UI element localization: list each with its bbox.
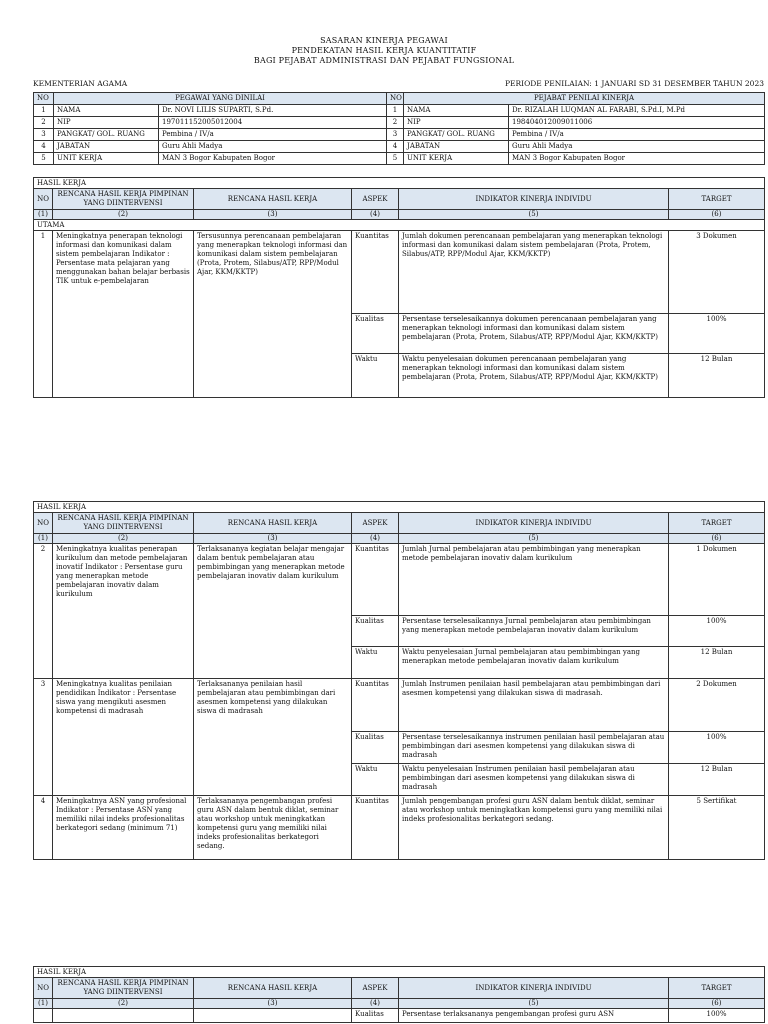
column-number-row [34, 534, 765, 544]
item-rhk-pimpinan-empty [53, 1009, 194, 1023]
item-target: 100% [669, 616, 765, 647]
utama-label: UTAMA [34, 220, 765, 231]
header-target: TARGET [669, 978, 765, 999]
identity-label: PANGKAT/ GOL. RUANG [54, 129, 159, 141]
item-aspek: Kualitas [352, 1009, 399, 1023]
item-indikator: Waktu penyelesaian Jurnal pembelajaran atau pembimbingan yang menerapkan metode pembelajaran inovativ dalam kurikulum [399, 647, 669, 679]
identity-right-value: MAN 3 Bogor Kabupaten Bogor [509, 153, 765, 165]
header-rhk-pimpinan: RENCANA HASIL KERJA PIMPINAN YANG DIINTERVENSI [53, 978, 194, 999]
column-number: (5) [399, 999, 669, 1009]
item-rhk-pimpinan: Meningkatnya ASN yang profesional Indikator : Persentase ASN yang memiliki nilai indeks profesionalitas berkategori sedang (minimum 71) [53, 796, 194, 860]
identity-col-no-left: NO [34, 93, 54, 105]
item-indikator: Jumlah Jurnal pembelajaran atau pembimbingan yang menerapkan metode pembelajaran inovativ dalam kurikulum [399, 544, 669, 616]
identity-left-value: MAN 3 Bogor Kabupaten Bogor [159, 153, 387, 165]
item-target: 1 Dokumen [669, 544, 765, 616]
item-rhk: Tersusunnya perencanaan pembelajaran yang menerapkan teknologi informasi dan komunikasi dalam sistem pembelajaran (Prota, Protem, Silabus/ATP, RPP/Modul Ajar, KKM/KKTP) [194, 231, 352, 398]
identity-label: NAMA [404, 105, 509, 117]
header-indikator: INDIKATOR KINERJA INDIVIDU [399, 978, 669, 999]
identity-no: 5 [387, 153, 404, 165]
item-indikator: Waktu penyelesaian Instrumen penilaian hasil pembelajaran atau pembimbingan dari asesmen kompetensi yang dilakukan siswa di madrasah [399, 764, 669, 796]
identity-label: UNIT KERJA [54, 153, 159, 165]
identity-label: NIP [404, 117, 509, 129]
section-title: HASIL KERJA [34, 178, 765, 189]
item-no-empty [34, 1009, 53, 1023]
table-row [34, 544, 765, 616]
identity-row [34, 153, 765, 165]
doc-title-line1: SASARAN KINERJA PEGAWAI [320, 36, 448, 45]
identity-no: 2 [387, 117, 404, 129]
identity-row [34, 141, 765, 153]
section-title-row [34, 178, 765, 189]
identity-right-value: Pembina / IV/a [509, 129, 765, 141]
section-title-row [34, 967, 765, 978]
item-aspek: Waktu [352, 647, 399, 679]
item-indikator: Waktu penyelesaian dokumen perencanaan pembelajaran yang menerapkan teknologi informasi dan komunikasi dalam sistem pembelajaran (Prota, Protem, Silabus/ATP, RPP/Modul Ajar, KKM/KKTP) [399, 354, 669, 398]
table-row [34, 796, 765, 860]
item-aspek: Waktu [352, 354, 399, 398]
item-target: 100% [669, 1009, 765, 1023]
item-no: 4 [34, 796, 53, 860]
item-rhk: Terlaksananya penilaian hasil pembelajaran atau pembimbingan dari asesmen kompetensi yang dilakukan siswa di madrasah [194, 679, 352, 796]
identity-right-value: 198404012009011006 [509, 117, 765, 129]
column-number: (1) [34, 210, 53, 220]
item-indikator: Jumlah dokumen perencanaan pembelajaran yang menerapkan teknologi informasi dan komunikasi dalam sistem pembelajaran (Prota, Protem, Silabus/ATP, RPP/Modul Ajar, KKM/KKTP) [399, 231, 669, 314]
work-table-1 [33, 177, 765, 398]
column-number: (1) [34, 999, 53, 1009]
identity-left-value: 197011152005012004 [159, 117, 387, 129]
column-number: (2) [53, 999, 194, 1009]
identity-right-value: Dr. RIZALAH LUQMAN AL FARABI, S.Pd.I, M.Pd [509, 105, 765, 117]
identity-label: JABATAN [404, 141, 509, 153]
item-aspek: Kuantitas [352, 544, 399, 616]
column-number: (2) [53, 210, 194, 220]
column-number: (3) [194, 534, 352, 544]
item-no: 1 [34, 231, 53, 398]
identity-no: 5 [34, 153, 54, 165]
column-number: (5) [399, 534, 669, 544]
identity-col-no-right: NO [387, 93, 404, 105]
item-aspek: Waktu [352, 764, 399, 796]
column-number: (3) [194, 999, 352, 1009]
identity-row [34, 117, 765, 129]
item-aspek: Kualitas [352, 732, 399, 764]
identity-table [33, 92, 765, 165]
item-rhk-empty [194, 1009, 352, 1023]
item-target: 5 Sertifikat [669, 796, 765, 860]
work-table-3 [33, 966, 765, 1023]
item-rhk: Terlaksananya pengembangan profesi guru ASN dalam bentuk diklat, seminar atau workshop untuk meningkatkan kompetensi guru yang memiliki nilai indeks profesionalitas berkategori sedang. [194, 796, 352, 860]
work-header-row [34, 978, 765, 999]
utama-row [34, 220, 765, 231]
identity-no: 2 [34, 117, 54, 129]
header-no: NO [34, 978, 53, 999]
section-title: HASIL KERJA [34, 967, 765, 978]
column-number: (3) [194, 210, 352, 220]
identity-label: UNIT KERJA [404, 153, 509, 165]
identity-left-title: PEGAWAI YANG DINILAI [54, 93, 387, 105]
item-rhk: Terlaksananya kegiatan belajar mengajar dalam bentuk pembelajaran atau pembimbingan yang menerapkan metode pembelajaran inovativ dalam kurikulum [194, 544, 352, 679]
column-number: (2) [53, 534, 194, 544]
work-header-row [34, 189, 765, 210]
item-indikator: Persentase terselesaikannya Jurnal pembelajaran atau pembimbingan yang menerapkan metode pembelajaran inovativ dalam kurikulum [399, 616, 669, 647]
identity-no: 4 [387, 141, 404, 153]
header-rhk: RENCANA HASIL KERJA [194, 978, 352, 999]
item-rhk-pimpinan: Meningkatnya kualitas penilaian pendidikan Indikator : Persentase siswa yang mengikuti asesmen kompetensi di madrasah [53, 679, 194, 796]
column-number-row [34, 999, 765, 1009]
item-target: 2 Dokumen [669, 679, 765, 732]
header-indikator: INDIKATOR KINERJA INDIVIDU [399, 513, 669, 534]
header-aspek: ASPEK [352, 513, 399, 534]
header-rhk-pimpinan: RENCANA HASIL KERJA PIMPINAN YANG DIINTERVENSI [53, 189, 194, 210]
identity-left-value: Dr. NOVI LILIS SUPARTI, S.Pd. [159, 105, 387, 117]
table-row [34, 231, 765, 314]
identity-no: 1 [34, 105, 54, 117]
column-number: (4) [352, 999, 399, 1009]
header-no: NO [34, 189, 53, 210]
column-number: (4) [352, 210, 399, 220]
item-indikator: Persentase terlaksananya pengembangan profesi guru ASN [399, 1009, 669, 1023]
column-number: (6) [669, 210, 765, 220]
assessment-period: PERIODE PENILAIAN: 1 JANUARI SD 31 DESEMBER TAHUN 2023 [505, 79, 764, 88]
section-title: HASIL KERJA [34, 502, 765, 513]
doc-title-line3: BAGI PEJABAT ADMINISTRASI DAN PEJABAT FUNGSIONAL [253, 56, 515, 65]
identity-no: 4 [34, 141, 54, 153]
identity-no: 1 [387, 105, 404, 117]
item-indikator: Jumlah Instrumen penilaian hasil pembelajaran atau pembimbingan dari asesmen kompetensi yang dilakukan siswa di madrasah. [399, 679, 669, 732]
item-indikator: Persentase terselesaikannya dokumen perencanaan pembelajaran yang menerapkan teknologi informasi dan komunikasi dalam sistem pembelajaran (Prota, Protem, Silabus/ATP, RPP/Modul Ajar, KKM/KKTP) [399, 314, 669, 354]
item-no: 2 [34, 544, 53, 679]
column-number-row [34, 210, 765, 220]
header-rhk-pimpinan: RENCANA HASIL KERJA PIMPINAN YANG DIINTERVENSI [53, 513, 194, 534]
header-rhk: RENCANA HASIL KERJA [194, 189, 352, 210]
header-indikator: INDIKATOR KINERJA INDIVIDU [399, 189, 669, 210]
agency-name: KEMENTERIAN AGAMA [33, 79, 128, 88]
identity-left-value: Pembina / IV/a [159, 129, 387, 141]
identity-label: JABATAN [54, 141, 159, 153]
work-header-row [34, 513, 765, 534]
identity-left-value: Guru Ahli Madya [159, 141, 387, 153]
column-number: (6) [669, 534, 765, 544]
section-title-row [34, 502, 765, 513]
item-rhk-pimpinan: Meningkatnya kualitas penerapan kurikulum dan metode pembelajaran inovatif Indikator : Persentase guru yang menerapkan metode pembelajaran inovativ dalam kurikulum [53, 544, 194, 679]
work-table-2 [33, 501, 765, 860]
item-rhk-pimpinan: Meningkatnya penerapan teknologi informasi dan komunikasi dalam sistem pembelajaran Indikator : Persentase mata pelajaran yang menggunakan bahan belajar berbasis TIK untuk e-pembelajaran [53, 231, 194, 398]
header-target: TARGET [669, 189, 765, 210]
doc-title-line2: PENDEKATAN HASIL KERJA KUANTITATIF [291, 46, 477, 55]
identity-right-value: Guru Ahli Madya [509, 141, 765, 153]
identity-label: NAMA [54, 105, 159, 117]
identity-no: 3 [34, 129, 54, 141]
column-number: (4) [352, 534, 399, 544]
table-row [34, 1009, 765, 1023]
item-aspek: Kualitas [352, 314, 399, 354]
identity-header-row [34, 93, 765, 105]
identity-row [34, 129, 765, 141]
identity-label: PANGKAT/ GOL. RUANG [404, 129, 509, 141]
item-aspek: Kuantitas [352, 796, 399, 860]
item-target: 12 Bulan [669, 647, 765, 679]
header-aspek: ASPEK [352, 978, 399, 999]
item-aspek: Kuantitas [352, 231, 399, 314]
item-no: 3 [34, 679, 53, 796]
table-row [34, 679, 765, 732]
header-no: NO [34, 513, 53, 534]
column-number: (1) [34, 534, 53, 544]
item-aspek: Kuantitas [352, 679, 399, 732]
item-target: 100% [669, 732, 765, 764]
item-target: 100% [669, 314, 765, 354]
item-aspek: Kualitas [352, 616, 399, 647]
column-number: (5) [399, 210, 669, 220]
header-target: TARGET [669, 513, 765, 534]
identity-row [34, 105, 765, 117]
item-target: 12 Bulan [669, 354, 765, 398]
header-rhk: RENCANA HASIL KERJA [194, 513, 352, 534]
item-target: 12 Bulan [669, 764, 765, 796]
column-number: (6) [669, 999, 765, 1009]
header-aspek: ASPEK [352, 189, 399, 210]
identity-label: NIP [54, 117, 159, 129]
identity-no: 3 [387, 129, 404, 141]
item-indikator: Persentase terselesaikannya instrumen penilaian hasil pembelajaran atau pembimbingan dari asesmen kompetensi yang dilakukan siswa di madrasah [399, 732, 669, 764]
item-target: 3 Dokumen [669, 231, 765, 314]
identity-right-title: PEJABAT PENILAI KINERJA [404, 93, 765, 105]
item-indikator: Jumlah pengembangan profesi guru ASN dalam bentuk diklat, seminar atau workshop untuk meningkatkan kompetensi guru yang memiliki nilai indeks profesionalitas berkategori sedang. [399, 796, 669, 860]
